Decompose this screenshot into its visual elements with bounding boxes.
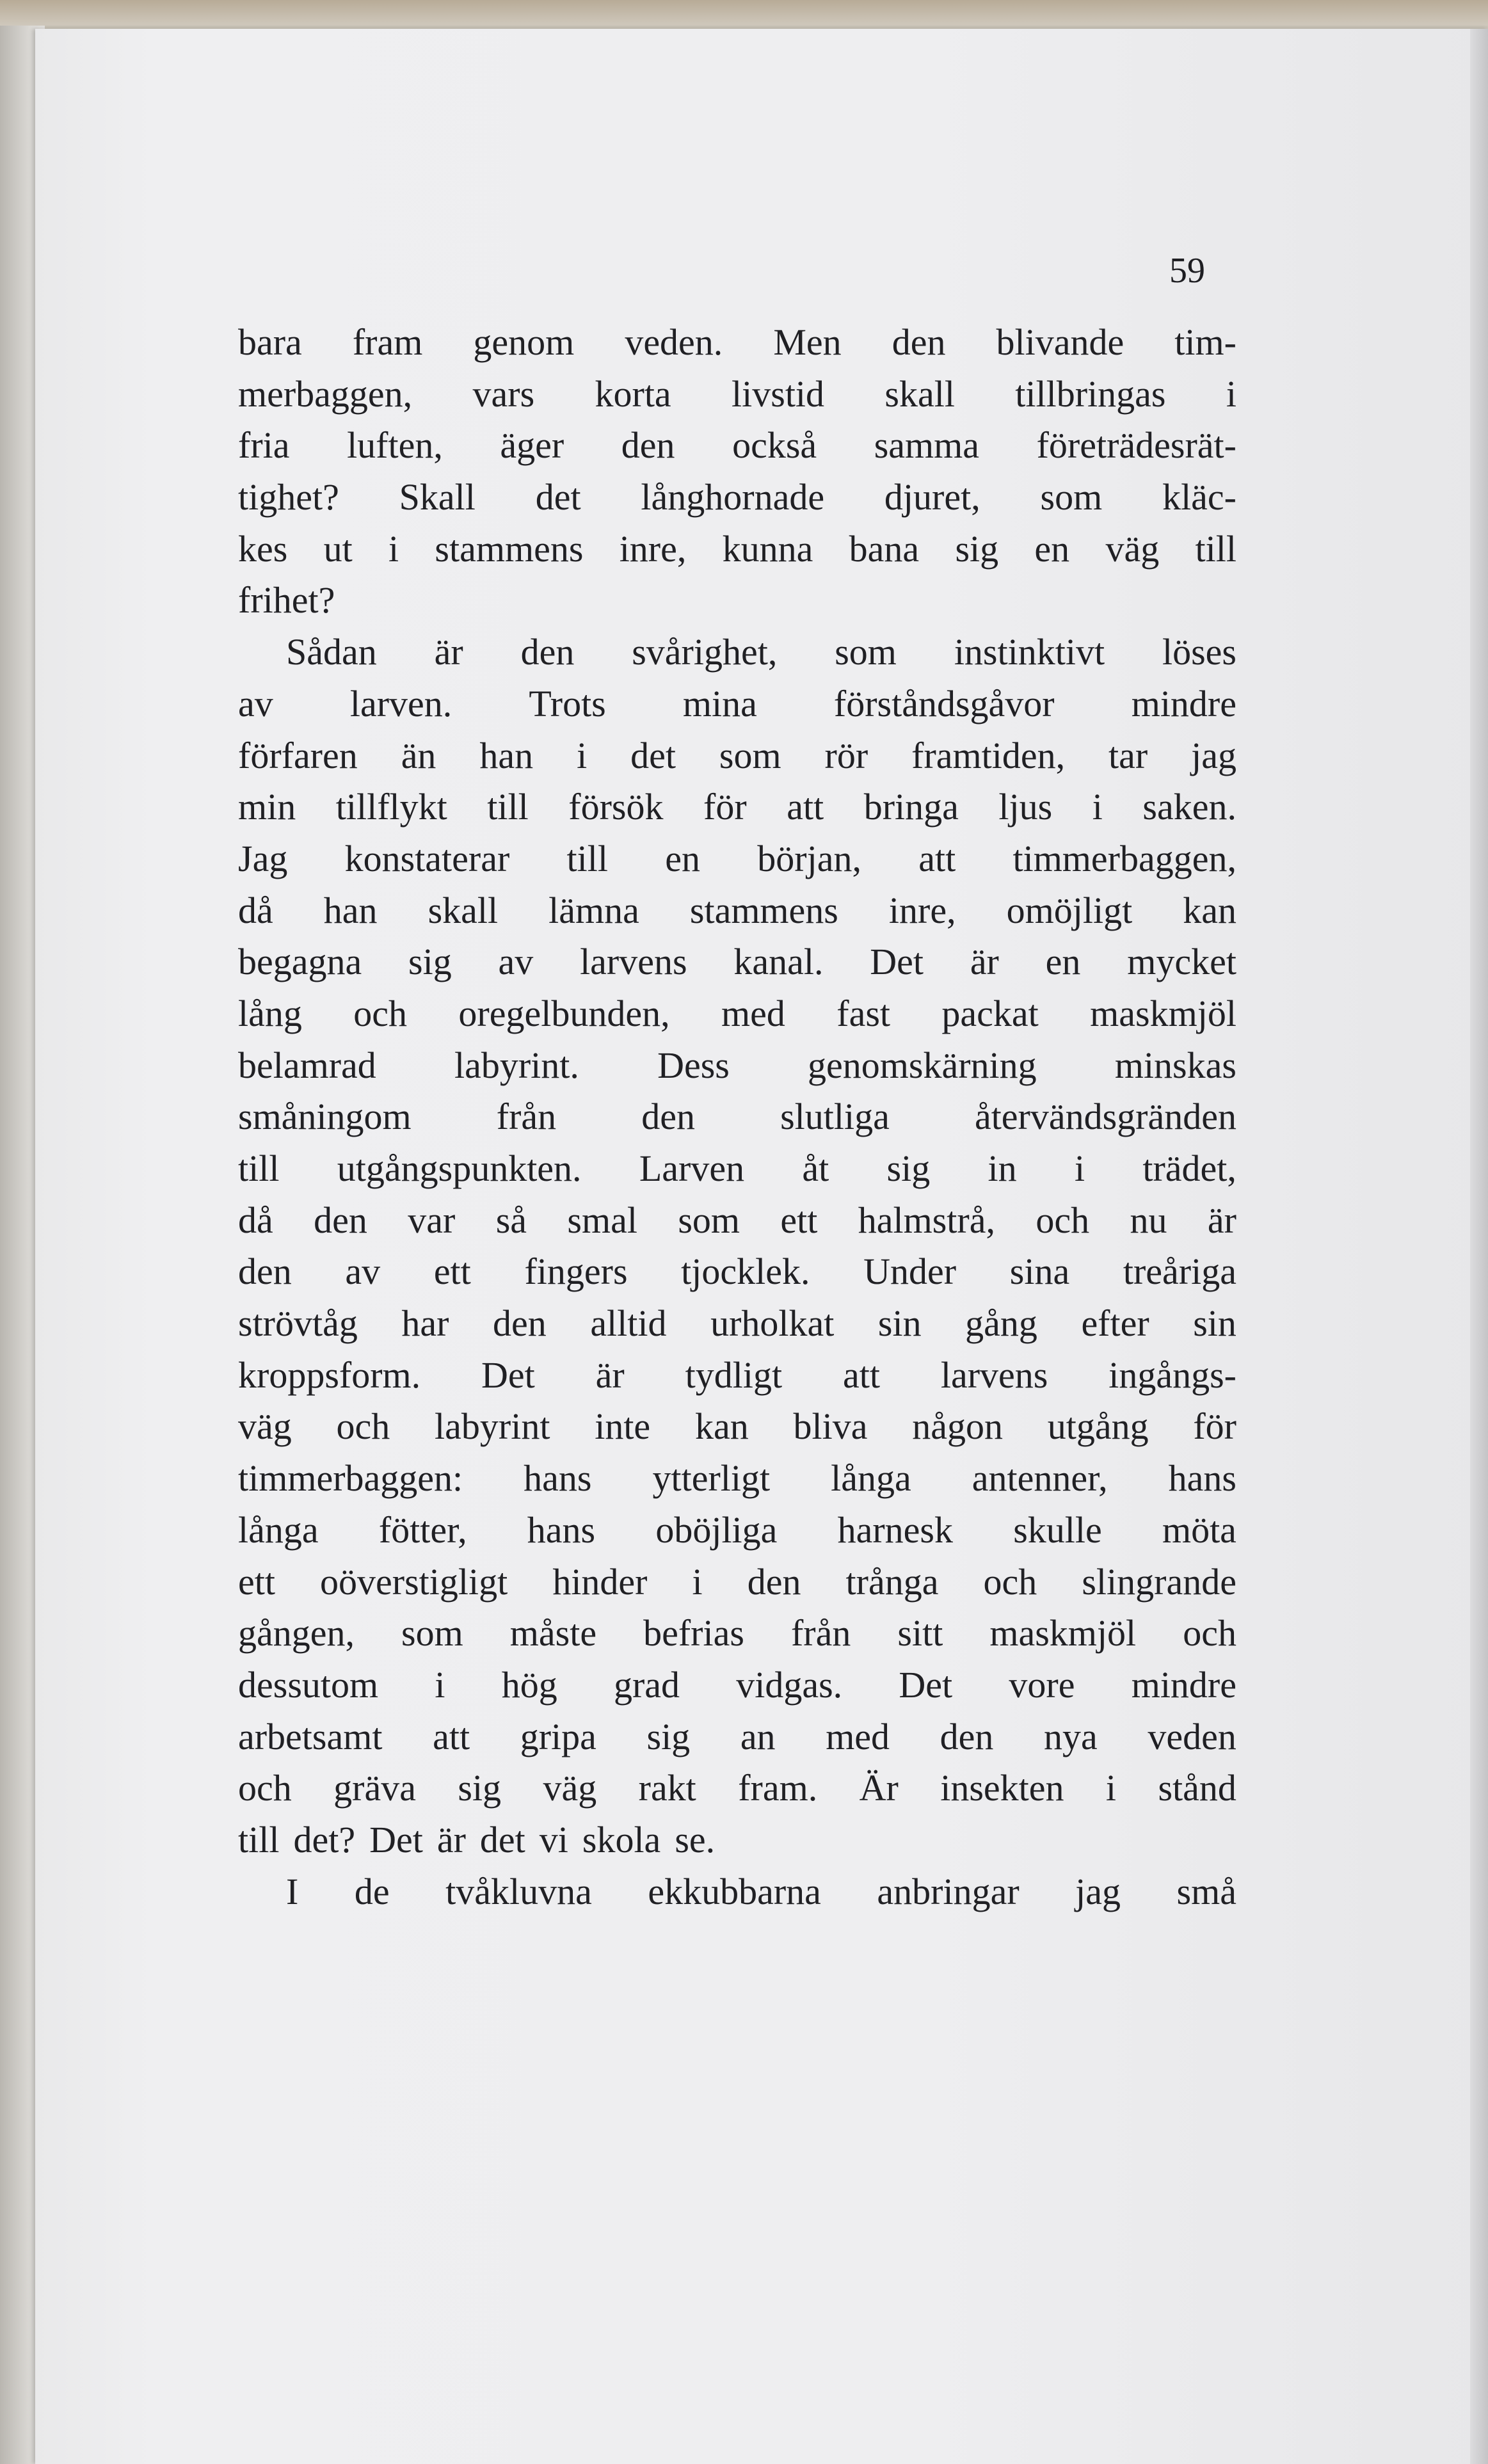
text-line: Jag konstaterar till en början, att timmerbaggen,	[238, 837, 1236, 879]
text-line: av larven. Trots mina förståndsgåvor mindre	[238, 682, 1236, 724]
backdrop	[0, 0, 1488, 26]
text-line: min tillflykt till försök för att bringa ljus i saken.	[238, 786, 1236, 828]
text-line: ett oöverstigligt hinder i den trånga och slingrande	[238, 1560, 1236, 1603]
text-line: gången, som måste befrias från sitt maskmjöl och	[238, 1612, 1236, 1654]
text-line: begagna sig av larvens kanal. Det är en mycket	[238, 941, 1236, 983]
text-line: strövtåg har den alltid urholkat sin gång efter sin	[238, 1302, 1236, 1345]
page-right-edge	[1470, 29, 1488, 2464]
text-line: kroppsform. Det är tydligt att larvens ingångs-	[238, 1354, 1236, 1396]
text-line: fria luften, äger den också samma företrädesrät-	[238, 424, 1236, 467]
text-line: tighet? Skall det långhornade djuret, som kläc-	[238, 476, 1236, 518]
text-line: långa fötter, hans oböjliga harnesk skulle möta	[238, 1508, 1236, 1551]
text-line: småningom från den slutliga återvändsgränden	[238, 1096, 1236, 1138]
text-line: timmerbaggen: hans ytterligt långa antenner, hans	[238, 1457, 1236, 1500]
text-line: till utgångspunkten. Larven åt sig in i trädet,	[238, 1148, 1236, 1189]
text-line: I de tvåkluvna ekkubbarna anbringar jag små	[286, 1870, 1236, 1912]
page-number: 59	[1169, 251, 1205, 291]
text-line: bara fram genom veden. Men den blivande tim-	[238, 321, 1236, 363]
text-line: då den var så smal som ett halmstrå, och nu är	[238, 1199, 1236, 1241]
text-line: då han skall lämna stammens inre, omöjligt kan	[238, 889, 1236, 931]
text-line: belamrad labyrint. Dess genomskärning minskas	[238, 1044, 1236, 1086]
text-line: och gräva sig väg rakt fram. Är insekten i stånd	[238, 1767, 1236, 1809]
text-line: till det? Det är det vi skola se.	[238, 1818, 716, 1860]
text-line: merbaggen, vars korta livstid skall tillbringas i	[238, 372, 1236, 415]
text-line: kes ut i stammens inre, kunna bana sig en väg till	[238, 527, 1236, 570]
text-line: lång och oregelbunden, med fast packat maskmjöl	[238, 992, 1236, 1034]
text-line: väg och labyrint inte kan bliva någon utgång för	[238, 1405, 1236, 1448]
text-line: förfaren än han i det som rör framtiden, tar jag	[238, 734, 1236, 776]
text-line: Sådan är den svårighet, som instinktivt löses	[286, 631, 1236, 673]
text-line: dessutom i hög grad vidgas. Det vore mindre	[238, 1663, 1236, 1706]
text-line: arbetsamt att gripa sig an med den nya veden	[238, 1715, 1236, 1757]
body-text	[238, 317, 1236, 1917]
text-line: den av ett fingers tjocklek. Under sina treåriga	[238, 1251, 1236, 1293]
text-line: frihet?	[238, 579, 335, 621]
